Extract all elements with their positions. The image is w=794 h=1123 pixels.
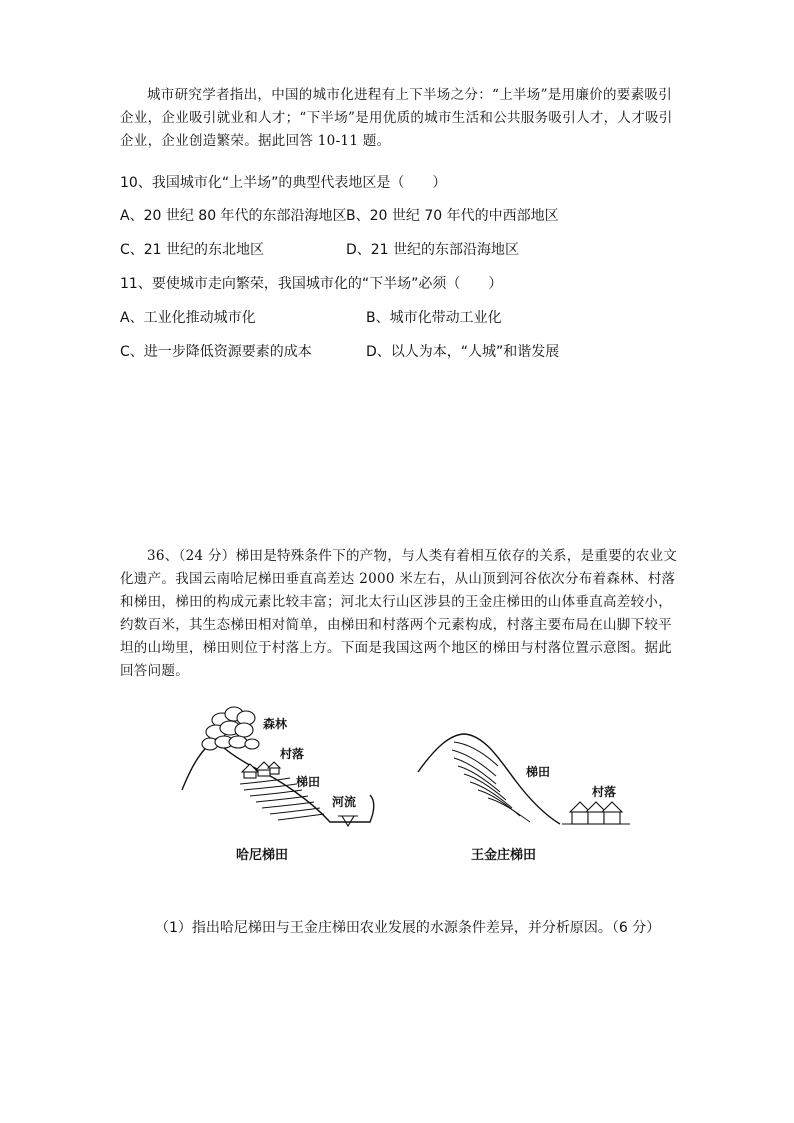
question-10-option-b: B、20 世纪 70 年代的中西部地区	[346, 208, 559, 224]
passage-urbanization: 城市研究学者指出，中国的城市化进程有上下半场之分：“上半场”是用廉价的要素吸引企业，企业吸引就业和人才；“下半场”是用优质的城市生活和公共服务吸引人才，人才吸引企业，企业创造繁荣。据此回答 10-11 题。	[120, 87, 673, 149]
question-10-option-a: A、20 世纪 80 年代的东部沿海地区	[120, 208, 347, 224]
question-10-stem: 10、我国城市化“上半场”的典型代表地区是（ ）	[120, 175, 447, 191]
hani-terrace-diagram	[170, 700, 380, 840]
label-forest: 森林	[263, 717, 288, 731]
forest-icon	[202, 707, 259, 750]
question-11-option-c: C、进一步降低资源要素的成本	[120, 344, 312, 360]
caption-hani: 哈尼梯田	[236, 848, 289, 863]
question-11-option-a: A、工业化推动城市化	[120, 310, 256, 326]
question-10-option-d: D、21 世纪的东部沿海地区	[346, 242, 520, 258]
passage-terraces: 36、（24 分）梯田是特殊条件下的产物，与人类有着相互依存的关系，是重要的农业文化遗产。我国云南哈尼梯田垂直高差达 2000 米左右，从山顶到河谷依次分布着森林、村落和梯田，梯田的构成元素比较丰富；河北太行山区涉县的王金庄梯田的山体垂直高差较小，约数百米，其生态梯田相对简单，由梯田和村落两个元素构成，村落主要布局在山脚下较平坦的山坳里，梯田则位于村落上方。下面是我国这两个地区的梯田与村落位置示意图。据此回答问题。	[120, 548, 678, 679]
label-terrace-hani: 梯田	[296, 775, 321, 789]
river-icon	[338, 816, 358, 826]
label-river: 河流	[332, 795, 357, 809]
label-terrace-wangjinzhuang: 梯田	[526, 765, 551, 779]
village-icon-right	[562, 802, 630, 824]
hani-mountain-outline	[182, 740, 374, 822]
terrace-lines-right	[452, 742, 530, 822]
question-10-option-c: C、21 世纪的东北地区	[120, 242, 265, 258]
label-village-wangjinzhuang: 村落	[592, 785, 617, 799]
wangjinzhuang-terrace-diagram	[410, 720, 640, 830]
question-11-option-b: B、城市化带动工业化	[366, 310, 502, 326]
wangjinzhuang-mountain-outline	[418, 734, 560, 824]
label-village-hani: 村落	[280, 747, 305, 761]
question-11-option-d: D、以人为本，“人城”和谐发展	[366, 344, 560, 360]
caption-wangjinzhuang: 王金庄梯田	[471, 848, 537, 863]
sub-question-1: （1）指出哈尼梯田与王金庄梯田农业发展的水源条件差异，并分析原因。（6 分）	[155, 920, 661, 936]
question-11-stem: 11、要使城市走向繁荣，我国城市化的“下半场”必须（ ）	[120, 276, 503, 292]
